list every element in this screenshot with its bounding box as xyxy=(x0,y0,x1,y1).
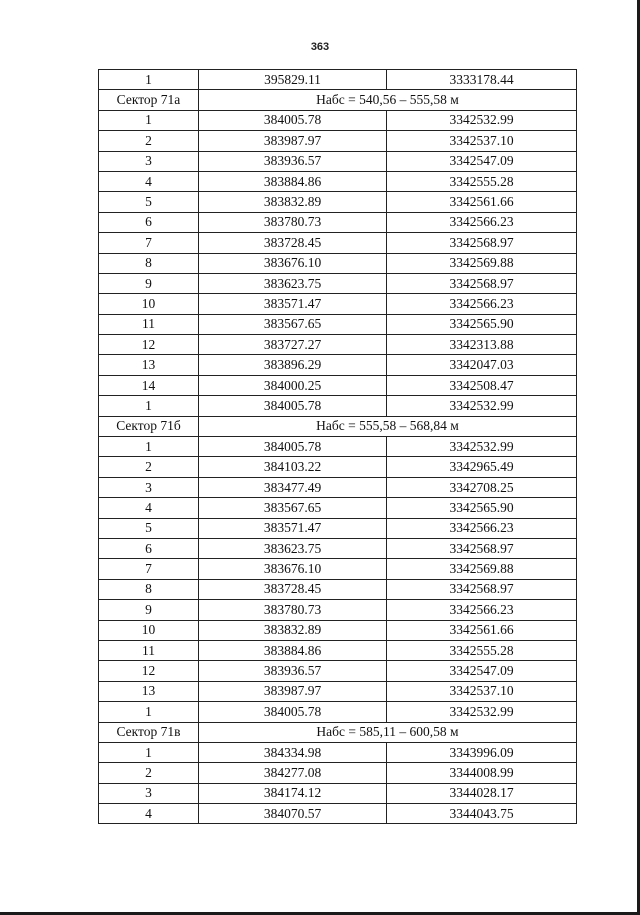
y-coordinate: 3342547.09 xyxy=(387,661,577,681)
table-row xyxy=(99,396,577,416)
y-coordinate: 3343996.09 xyxy=(387,742,577,762)
point-number: 14 xyxy=(99,375,199,395)
table-row xyxy=(99,498,577,518)
y-coordinate: 3342965.49 xyxy=(387,457,577,477)
x-coordinate: 395829.11 xyxy=(199,70,387,90)
x-coordinate: 383987.97 xyxy=(199,131,387,151)
point-number: 12 xyxy=(99,335,199,355)
table-row xyxy=(99,538,577,558)
point-number: 2 xyxy=(99,763,199,783)
table-row xyxy=(99,804,577,824)
y-coordinate: 3342532.99 xyxy=(387,110,577,130)
table-row xyxy=(99,640,577,660)
y-coordinate: 3344043.75 xyxy=(387,804,577,824)
table-row xyxy=(99,702,577,722)
point-number: 2 xyxy=(99,457,199,477)
point-number: 4 xyxy=(99,804,199,824)
point-number: 11 xyxy=(99,640,199,660)
y-coordinate: 3342569.88 xyxy=(387,253,577,273)
y-coordinate: 3342565.90 xyxy=(387,498,577,518)
point-number: 4 xyxy=(99,498,199,518)
table-row xyxy=(99,681,577,701)
x-coordinate: 384103.22 xyxy=(199,457,387,477)
table-row xyxy=(99,477,577,497)
table-row xyxy=(99,273,577,293)
table-row xyxy=(99,131,577,151)
sector-height-range: Набс = 585,11 – 600,58 м xyxy=(199,722,577,742)
x-coordinate: 383623.75 xyxy=(199,273,387,293)
point-number: 1 xyxy=(99,702,199,722)
y-coordinate: 3342547.09 xyxy=(387,151,577,171)
table-row xyxy=(99,171,577,191)
table-row xyxy=(99,192,577,212)
x-coordinate: 383676.10 xyxy=(199,559,387,579)
x-coordinate: 384000.25 xyxy=(199,375,387,395)
x-coordinate: 384005.78 xyxy=(199,702,387,722)
page-number: 363 xyxy=(310,41,330,53)
x-coordinate: 383623.75 xyxy=(199,538,387,558)
y-coordinate: 3342532.99 xyxy=(387,437,577,457)
table-row xyxy=(99,763,577,783)
table-row xyxy=(99,457,577,477)
sector-height-range: Набс = 555,58 – 568,84 м xyxy=(199,416,577,436)
y-coordinate: 3342532.99 xyxy=(387,702,577,722)
table-row xyxy=(99,253,577,273)
sector-header-row xyxy=(99,90,577,110)
point-number: 13 xyxy=(99,355,199,375)
y-coordinate: 3342566.23 xyxy=(387,212,577,232)
x-coordinate: 383571.47 xyxy=(199,294,387,314)
y-coordinate: 3342555.28 xyxy=(387,640,577,660)
y-coordinate: 3342537.10 xyxy=(387,681,577,701)
y-coordinate: 3342568.97 xyxy=(387,579,577,599)
table-row xyxy=(99,437,577,457)
point-number: 1 xyxy=(99,70,199,90)
coordinates-table xyxy=(98,69,577,824)
x-coordinate: 383884.86 xyxy=(199,171,387,191)
x-coordinate: 383676.10 xyxy=(199,253,387,273)
y-coordinate: 3342313.88 xyxy=(387,335,577,355)
table-row xyxy=(99,579,577,599)
point-number: 11 xyxy=(99,314,199,334)
table-row xyxy=(99,294,577,314)
x-coordinate: 383571.47 xyxy=(199,518,387,538)
table-row xyxy=(99,518,577,538)
table-row xyxy=(99,233,577,253)
sector-label: Сектор 71б xyxy=(99,416,199,436)
x-coordinate: 383832.89 xyxy=(199,192,387,212)
table-row xyxy=(99,212,577,232)
y-coordinate: 3342555.28 xyxy=(387,171,577,191)
point-number: 9 xyxy=(99,600,199,620)
y-coordinate: 3344028.17 xyxy=(387,783,577,803)
x-coordinate: 384277.08 xyxy=(199,763,387,783)
point-number: 5 xyxy=(99,518,199,538)
y-coordinate: 3342532.99 xyxy=(387,396,577,416)
point-number: 3 xyxy=(99,783,199,803)
x-coordinate: 384334.98 xyxy=(199,742,387,762)
table-row xyxy=(99,355,577,375)
y-coordinate: 3342566.23 xyxy=(387,294,577,314)
point-number: 7 xyxy=(99,559,199,579)
coordinates-table-body xyxy=(99,70,577,824)
sector-header-row xyxy=(99,722,577,742)
y-coordinate: 3342508.47 xyxy=(387,375,577,395)
y-coordinate: 3342566.23 xyxy=(387,518,577,538)
x-coordinate: 383884.86 xyxy=(199,640,387,660)
table-row xyxy=(99,742,577,762)
point-number: 5 xyxy=(99,192,199,212)
x-coordinate: 383987.97 xyxy=(199,681,387,701)
y-coordinate: 3342568.97 xyxy=(387,538,577,558)
sector-header-row xyxy=(99,416,577,436)
table-row xyxy=(99,661,577,681)
y-coordinate: 3342568.97 xyxy=(387,273,577,293)
y-coordinate: 3342047.03 xyxy=(387,355,577,375)
x-coordinate: 384070.57 xyxy=(199,804,387,824)
point-number: 8 xyxy=(99,253,199,273)
table-row xyxy=(99,375,577,395)
x-coordinate: 383477.49 xyxy=(199,477,387,497)
y-coordinate: 3342561.66 xyxy=(387,620,577,640)
point-number: 1 xyxy=(99,437,199,457)
point-number: 3 xyxy=(99,477,199,497)
table-row xyxy=(99,600,577,620)
x-coordinate: 383727.27 xyxy=(199,335,387,355)
x-coordinate: 383728.45 xyxy=(199,233,387,253)
y-coordinate: 3342566.23 xyxy=(387,600,577,620)
sector-label: Сектор 71в xyxy=(99,722,199,742)
point-number: 6 xyxy=(99,212,199,232)
x-coordinate: 383780.73 xyxy=(199,212,387,232)
y-coordinate: 3342537.10 xyxy=(387,131,577,151)
x-coordinate: 383832.89 xyxy=(199,620,387,640)
table-row xyxy=(99,620,577,640)
table-row xyxy=(99,559,577,579)
x-coordinate: 384174.12 xyxy=(199,783,387,803)
x-coordinate: 383936.57 xyxy=(199,151,387,171)
table-row xyxy=(99,110,577,130)
x-coordinate: 383567.65 xyxy=(199,498,387,518)
x-coordinate: 384005.78 xyxy=(199,110,387,130)
table-row xyxy=(99,151,577,171)
point-number: 13 xyxy=(99,681,199,701)
table-row xyxy=(99,314,577,334)
point-number: 7 xyxy=(99,233,199,253)
table-row xyxy=(99,783,577,803)
x-coordinate: 383780.73 xyxy=(199,600,387,620)
x-coordinate: 384005.78 xyxy=(199,396,387,416)
table-row xyxy=(99,335,577,355)
point-number: 2 xyxy=(99,131,199,151)
point-number: 10 xyxy=(99,620,199,640)
table-row xyxy=(99,70,577,90)
point-number: 1 xyxy=(99,396,199,416)
sector-height-range: Набс = 540,56 – 555,58 м xyxy=(199,90,577,110)
point-number: 9 xyxy=(99,273,199,293)
x-coordinate: 383567.65 xyxy=(199,314,387,334)
point-number: 3 xyxy=(99,151,199,171)
y-coordinate: 3333178.44 xyxy=(387,70,577,90)
point-number: 12 xyxy=(99,661,199,681)
x-coordinate: 384005.78 xyxy=(199,437,387,457)
y-coordinate: 3342568.97 xyxy=(387,233,577,253)
point-number: 10 xyxy=(99,294,199,314)
point-number: 1 xyxy=(99,110,199,130)
sector-label: Сектор 71а xyxy=(99,90,199,110)
y-coordinate: 3342561.66 xyxy=(387,192,577,212)
y-coordinate: 3342565.90 xyxy=(387,314,577,334)
y-coordinate: 3342708.25 xyxy=(387,477,577,497)
y-coordinate: 3344008.99 xyxy=(387,763,577,783)
x-coordinate: 383728.45 xyxy=(199,579,387,599)
point-number: 6 xyxy=(99,538,199,558)
x-coordinate: 383896.29 xyxy=(199,355,387,375)
x-coordinate: 383936.57 xyxy=(199,661,387,681)
y-coordinate: 3342569.88 xyxy=(387,559,577,579)
point-number: 4 xyxy=(99,171,199,191)
point-number: 8 xyxy=(99,579,199,599)
point-number: 1 xyxy=(99,742,199,762)
